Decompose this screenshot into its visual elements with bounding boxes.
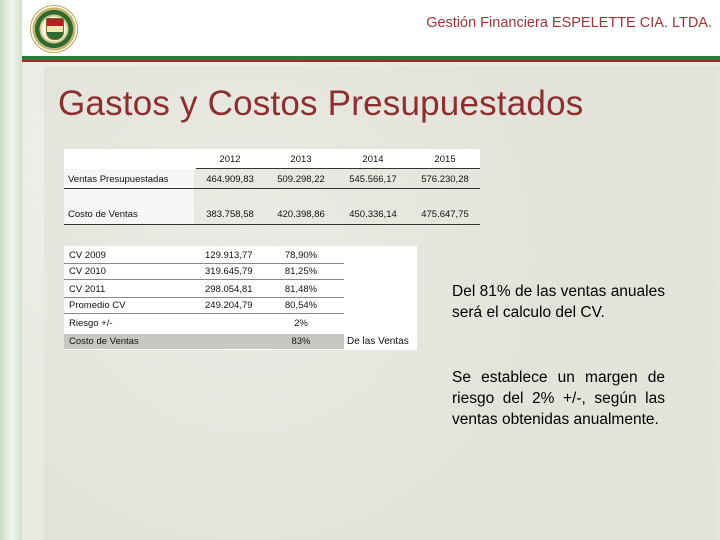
cv-amount-2010: 319.645,79 <box>205 266 253 277</box>
ventas-row-rule <box>64 188 480 189</box>
cv-label-2009: CV 2009 <box>69 250 106 261</box>
cv-label-promedio: Promedio CV <box>69 300 126 311</box>
cv-row-rule <box>64 263 344 264</box>
costo-2014: 450.336,14 <box>349 209 397 220</box>
note-paragraph-riesgo: Se establece un margen de riesgo del 2% +/-, según las ventas obtenidas anualmente. <box>452 369 665 428</box>
costo-2015: 475.647,75 <box>421 209 469 220</box>
header-divider-red <box>22 60 720 62</box>
year-header-2012: 2012 <box>219 154 241 165</box>
year-header-2013: 2013 <box>290 154 312 165</box>
cv-percent-costo-ventas: 83% <box>291 336 311 347</box>
left-decorative-stripe <box>0 0 22 540</box>
costo-row-rule <box>64 224 480 225</box>
cv-row-rule <box>64 313 344 314</box>
ventas-2013: 509.298,22 <box>277 174 325 185</box>
costo-2013: 420.398,86 <box>277 209 325 220</box>
cv-amount-2009: 129.913,77 <box>205 250 253 261</box>
logo-shield-icon <box>46 18 64 40</box>
ventas-2012: 464.909,83 <box>206 174 254 185</box>
cv-amount-2011: 298.054,81 <box>205 284 253 295</box>
cv-label-costo-ventas: Costo de Ventas <box>69 336 139 347</box>
cv-label-riesgo: Riesgo +/- <box>69 318 113 329</box>
cv-row-rule <box>64 279 344 280</box>
cv-label-2010: CV 2010 <box>69 266 106 277</box>
costo-2012: 383.758,58 <box>206 209 254 220</box>
ventas-2015: 576.230,28 <box>421 174 469 185</box>
year-header-2015: 2015 <box>434 154 456 165</box>
note-paragraph-cv: Del 81% de las ventas anuales será el calculo del CV. <box>452 283 665 321</box>
page-title: Gastos y Costos Presupuestados <box>58 84 584 123</box>
cv-row-rule <box>64 297 344 298</box>
row-label-ventas: Ventas Presupuestadas <box>68 174 169 185</box>
cv-percent-2011: 81,48% <box>284 284 318 295</box>
year-header-2014: 2014 <box>362 154 384 165</box>
cv-amount-promedio: 249.204,79 <box>205 300 253 311</box>
cv-label-2011: CV 2011 <box>69 284 106 295</box>
cv-percent-2010: 81,25% <box>284 266 318 277</box>
cv-percent-riesgo: 2% <box>294 318 308 329</box>
ventas-2014: 545.566,17 <box>349 174 397 185</box>
company-seal-logo-icon <box>30 5 78 53</box>
cv-percent-promedio: 80,54% <box>284 300 318 311</box>
budget-header-rule <box>196 168 480 169</box>
cv-note: De las Ventas <box>347 336 409 347</box>
cv-percent-2009: 78,90% <box>284 250 318 261</box>
company-name: Gestión Financiera ESPELETTE CIA. LTDA. <box>426 15 712 31</box>
row-label-costo: Costo de Ventas <box>68 209 138 220</box>
